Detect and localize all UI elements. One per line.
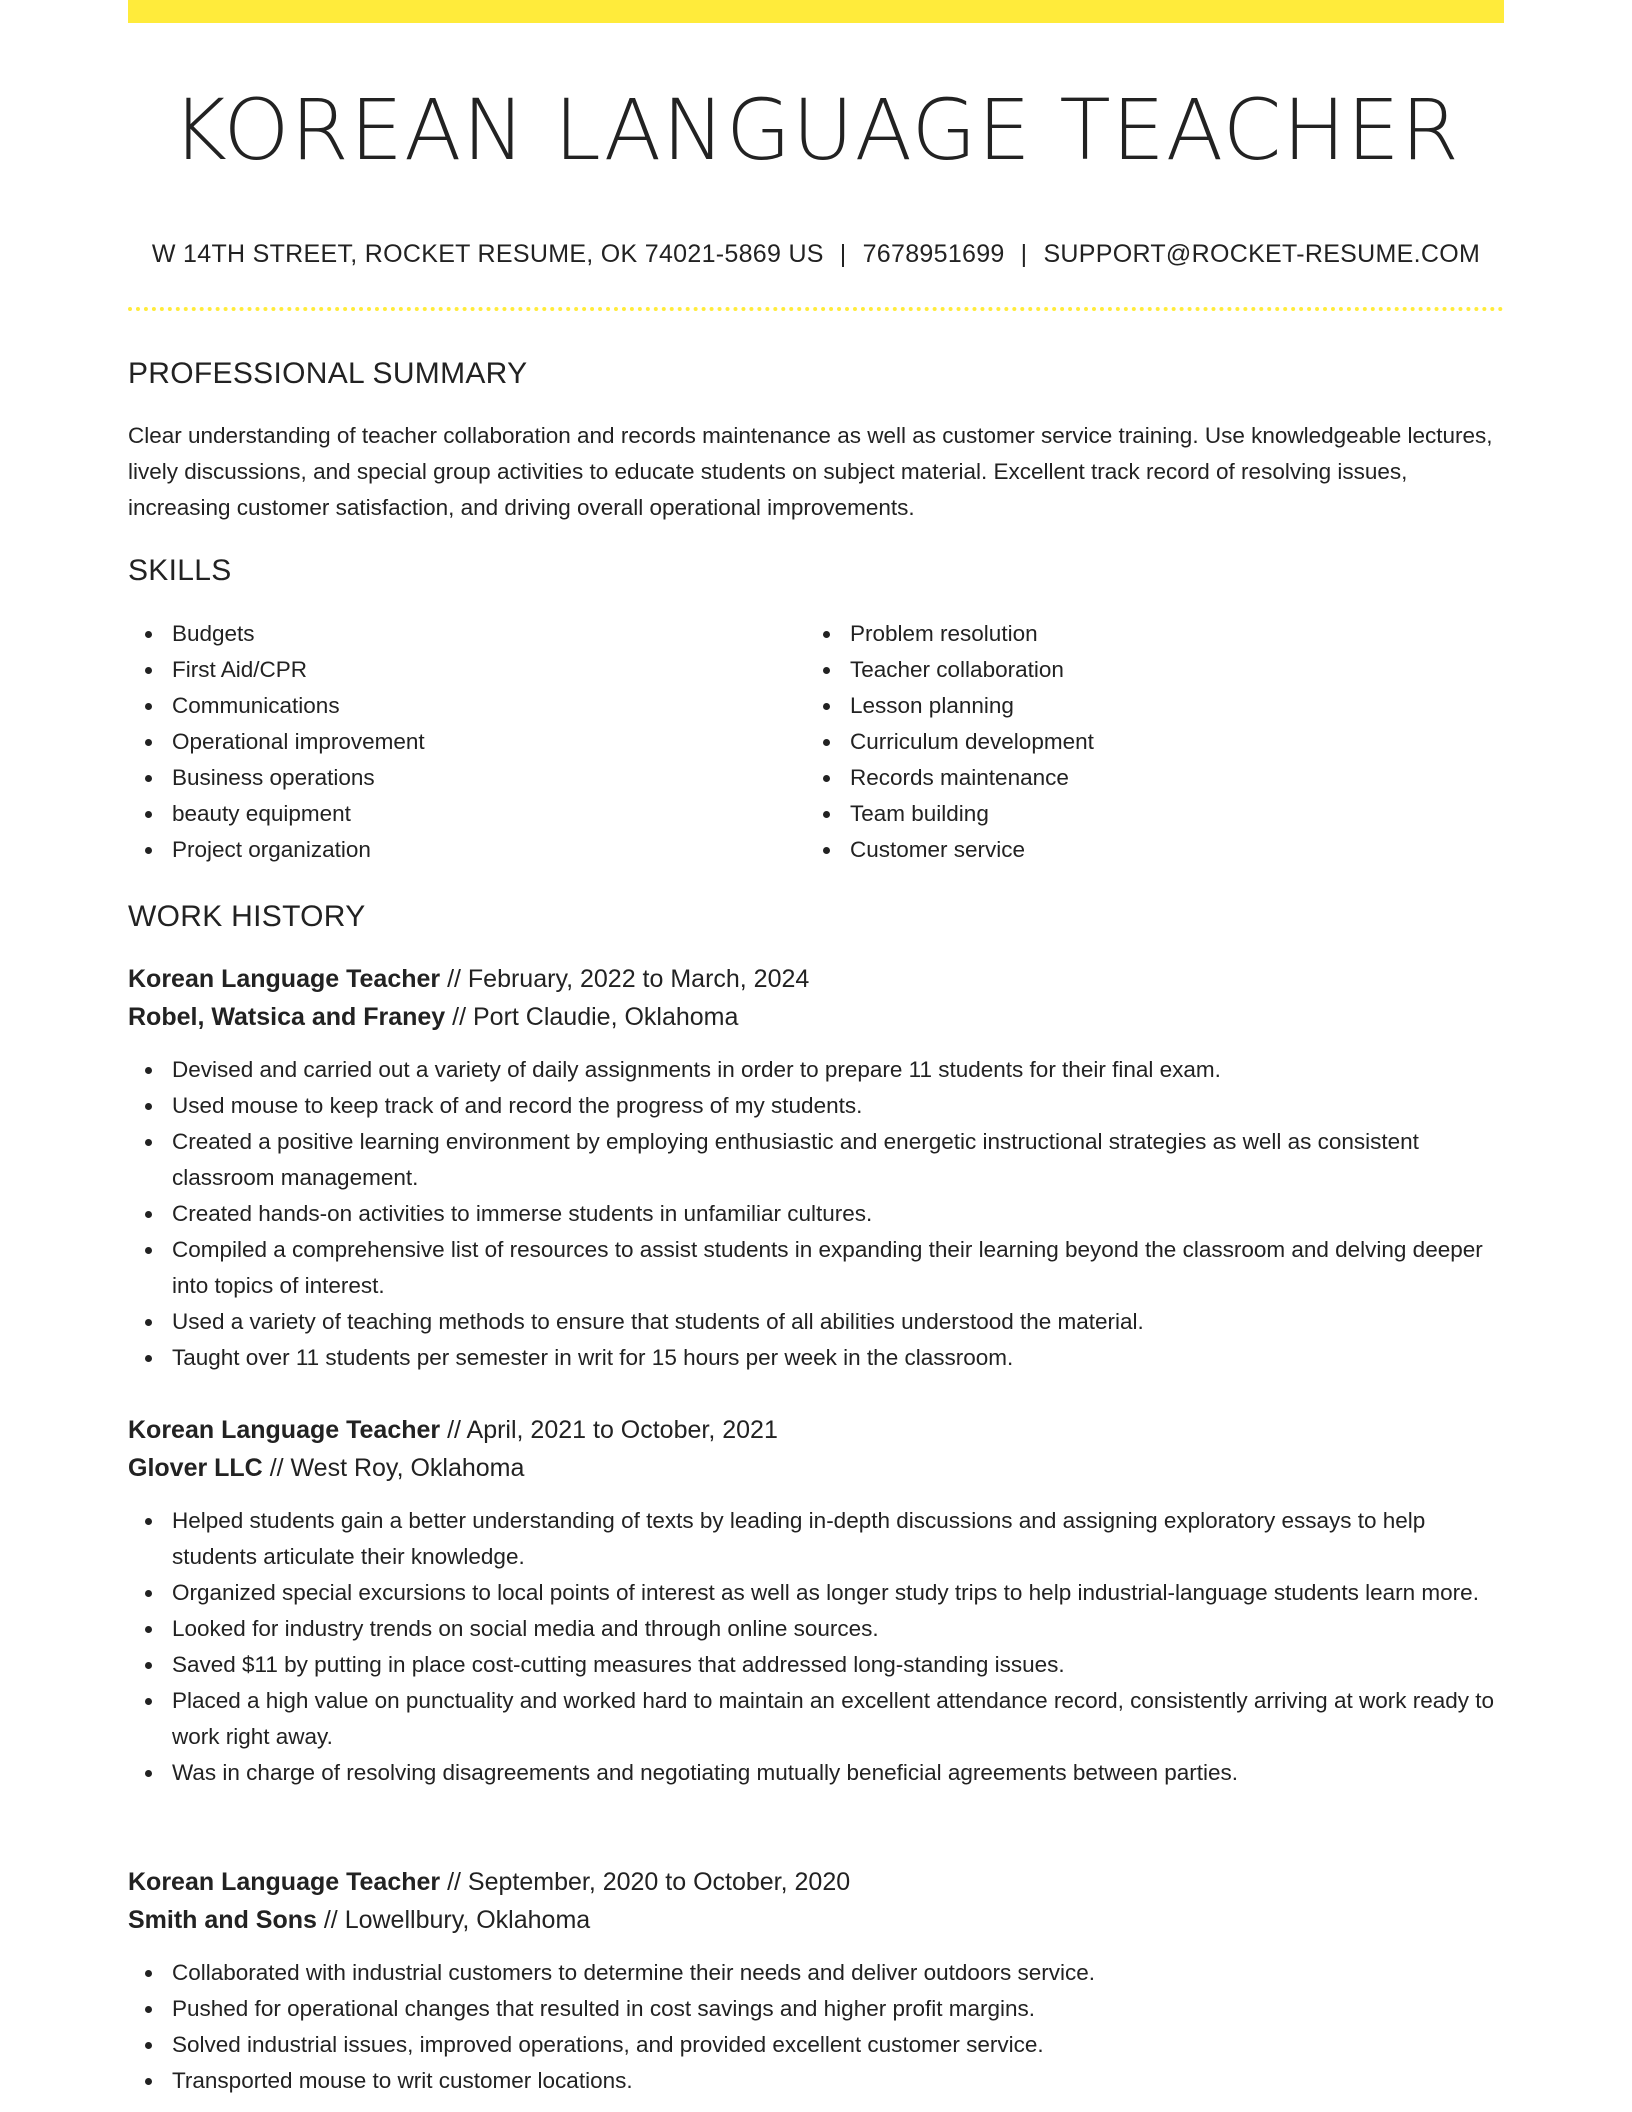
skill-item: Business operations: [128, 760, 788, 796]
job-bullet: Created hands-on activities to immerse students in unfamiliar cultures.: [128, 1196, 1504, 1232]
job-title-line: [128, 1411, 1504, 1449]
job-bullet: Taught over 11 students per semester in writ for 15 hours per week in the classroom.: [128, 1340, 1504, 1376]
job-bullet: Compiled a comprehensive list of resources to assist students in expanding their learning beyond the classroom and delving deeper into topics of interest.: [128, 1232, 1504, 1304]
skills-column-left: [128, 616, 788, 868]
job-dates: // February, 2022 to March, 2024: [440, 965, 810, 993]
job-entry: [128, 1863, 1504, 2099]
job-bullet: Helped students gain a better understanding of texts by leading in-depth discussions and assigning exploratory essays to help students articulate their knowledge.: [128, 1503, 1504, 1575]
job-bullet: Looked for industry trends on social media and through online sources.: [128, 1611, 1504, 1647]
job-bullets: [128, 1052, 1504, 1376]
job-bullet: Solved industrial issues, improved operations, and provided excellent customer service.: [128, 2027, 1504, 2063]
phone: 7678951699: [862, 240, 1005, 268]
skill-item: Teacher collaboration: [806, 652, 1466, 688]
resume-page: [128, 0, 1504, 2112]
skills-heading: SKILLS: [128, 554, 232, 587]
job-company: Smith and Sons: [128, 1906, 317, 1934]
skill-item: Lesson planning: [806, 688, 1466, 724]
job-bullet: Created a positive learning environment by employing enthusiastic and energetic instructional strategies as well as consistent classroom management.: [128, 1124, 1504, 1196]
job-company-line: [128, 1449, 1504, 1487]
job-bullet: Transported mouse to writ customer locations.: [128, 2063, 1504, 2099]
job-title-line: [128, 960, 1504, 998]
skill-item: Records maintenance: [806, 760, 1466, 796]
skill-item: Operational improvement: [128, 724, 788, 760]
contact-line: [128, 236, 1504, 272]
job-company: Glover LLC: [128, 1454, 263, 1482]
job-bullets: [128, 1503, 1504, 1791]
job-title-line: [128, 1863, 1504, 1901]
job-bullet: Was in charge of resolving disagreements and negotiating mutually beneficial agreements between parties.: [128, 1755, 1504, 1791]
work-history-heading: WORK HISTORY: [128, 900, 366, 933]
job-company: Robel, Watsica and Franey: [128, 1003, 446, 1031]
job-location: // Port Claudie, Oklahoma: [445, 1003, 739, 1031]
job-location: // Lowellbury, Oklahoma: [316, 1906, 591, 1934]
job-entry: [128, 1411, 1504, 1791]
skill-item: First Aid/CPR: [128, 652, 788, 688]
email: SUPPORT@ROCKET-RESUME.COM: [1043, 240, 1481, 268]
dotted-divider: [128, 307, 1504, 311]
job-bullet: Pushed for operational changes that resulted in cost savings and higher profit margins.: [128, 1991, 1504, 2027]
address: W 14TH STREET, ROCKET RESUME, OK 74021-5869 US: [151, 240, 824, 268]
job-bullet: Collaborated with industrial customers to determine their needs and deliver outdoors service.: [128, 1955, 1504, 1991]
job-bullet: Placed a high value on punctuality and worked hard to maintain an excellent attendance record, consistently arriving at work ready to work right away.: [128, 1683, 1504, 1755]
skill-item: beauty equipment: [128, 796, 788, 832]
job-role: Korean Language Teacher: [128, 1416, 441, 1444]
job-bullet: Used a variety of teaching methods to ensure that students of all abilities understood the material.: [128, 1304, 1504, 1340]
skill-item: Communications: [128, 688, 788, 724]
skill-item: Customer service: [806, 832, 1466, 868]
job-bullet: Used mouse to keep track of and record the progress of my students.: [128, 1088, 1504, 1124]
job-location: // West Roy, Oklahoma: [262, 1454, 525, 1482]
job-dates: // April, 2021 to October, 2021: [440, 1416, 778, 1444]
skills-column-right: [806, 616, 1466, 868]
skill-item: Project organization: [128, 832, 788, 868]
summary-text: Clear understanding of teacher collaboration and records maintenance as well as customer service training. Use knowledgeable lectures, lively discussions, and special group activities to educate students on subject material. Excellent track record of resolving issues, increasing customer satisfaction, and driving overall operational improvements.: [128, 423, 1493, 520]
skill-item: Team building: [806, 796, 1466, 832]
summary-heading: PROFESSIONAL SUMMARY: [128, 357, 528, 390]
job-dates: // September, 2020 to October, 2020: [440, 1868, 851, 1896]
job-bullets: [128, 1955, 1504, 2099]
contact-separator: |: [839, 240, 847, 268]
contact-separator: |: [1020, 240, 1028, 268]
job-role: Korean Language Teacher: [128, 965, 441, 993]
job-role: Korean Language Teacher: [128, 1868, 441, 1896]
job-bullet: Saved $11 by putting in place cost-cutting measures that addressed long-standing issues.: [128, 1647, 1504, 1683]
skill-item: Curriculum development: [806, 724, 1466, 760]
job-bullet: Organized special excursions to local points of interest as well as longer study trips to help industrial-language students learn more.: [128, 1575, 1504, 1611]
skill-item: Problem resolution: [806, 616, 1466, 652]
job-bullet: Devised and carried out a variety of daily assignments in order to prepare 11 students for their final exam.: [128, 1052, 1504, 1088]
job-entry: [128, 960, 1504, 1376]
accent-bar: [128, 0, 1504, 23]
job-company-line: [128, 998, 1504, 1036]
skill-item: Budgets: [128, 616, 788, 652]
job-company-line: [128, 1901, 1504, 1939]
resume-title: KOREAN LANGUAGE TEACHER: [171, 81, 1461, 179]
